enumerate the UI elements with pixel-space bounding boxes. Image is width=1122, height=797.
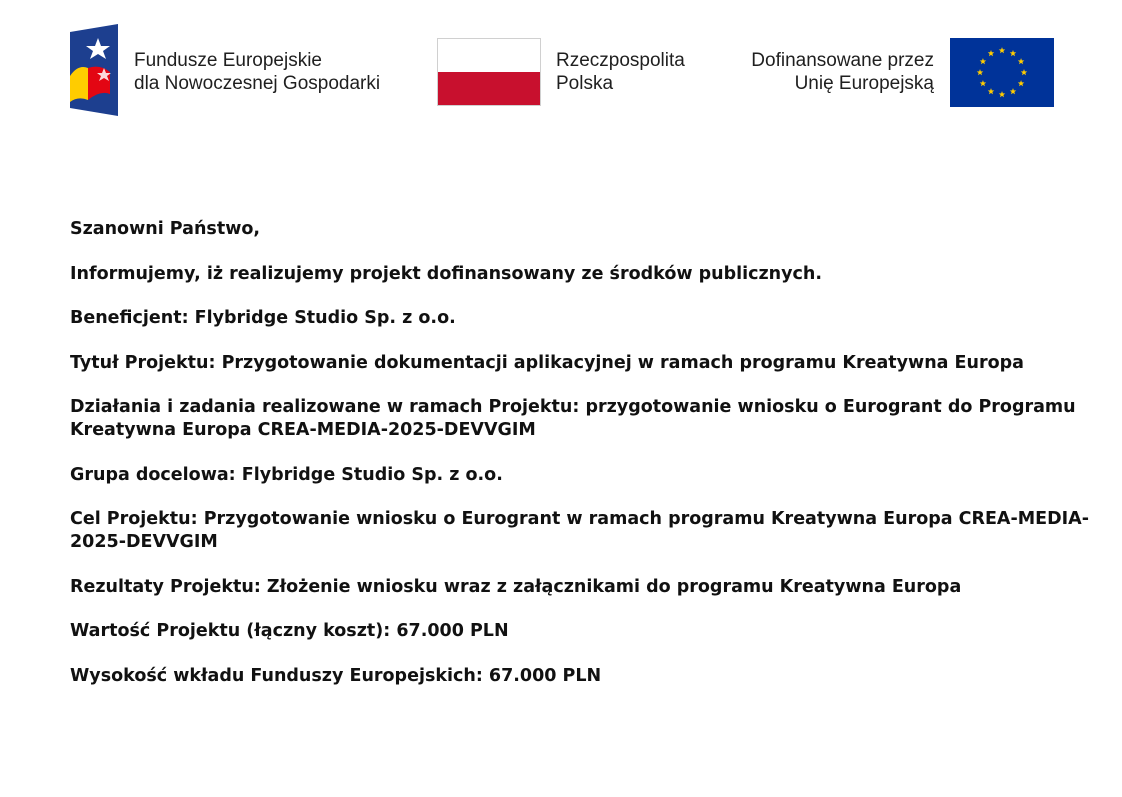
european-funds-emblem-icon	[70, 24, 120, 116]
republic-of-poland-logo	[437, 38, 707, 108]
polish-flag-icon	[437, 38, 541, 106]
intro-line: Informujemy, iż realizujemy projekt dofinansowany ze środków publicznych.	[70, 263, 823, 284]
eu-wordmark	[751, 49, 934, 95]
target-group-line: Grupa docelowa: Flybridge Studio Sp. z o.o.	[70, 464, 503, 485]
european-funds-logo	[70, 24, 400, 116]
project-title-line: Tytuł Projektu: Przygotowanie dokumentacji aplikacyjnej w ramach programu Kreatywna Europa	[70, 352, 1024, 373]
funds-line-1: Fundusze Europejskie	[134, 50, 322, 71]
eu-line-1: Dofinansowane przez	[751, 50, 934, 71]
project-results-line: Rezultaty Projektu: Złożenie wniosku wraz z załącznikami do programu Kreatywna Europa	[70, 576, 962, 597]
poland-wordmark	[556, 49, 685, 95]
poland-line-2: Polska	[556, 73, 614, 94]
greeting: Szanowni Państwo,	[70, 219, 261, 239]
announcement-text	[70, 218, 1100, 709]
poland-line-1: Rzeczpospolita	[556, 50, 685, 71]
project-goal-line: Cel Projektu: Przygotowanie wniosku o Eurogrant w ramach programu Kreatywna Europa CREA-MEDIA-2025-DEVVGIM	[70, 509, 1089, 552]
eu-line-2: Unię Europejską	[794, 73, 934, 94]
logo-bar	[0, 0, 1122, 140]
eu-cofunded-logo	[730, 38, 1054, 108]
eu-contribution-line: Wysokość wkładu Funduszy Europejskich: 67.000 PLN	[70, 665, 602, 686]
project-actions-line: Działania i zadania realizowane w ramach Projektu: przygotowanie wniosku o Eurogrant do Programu Kreatywna Europa CREA-MEDIA-2025-DEVVGIM	[70, 397, 1076, 440]
european-funds-wordmark	[134, 49, 380, 95]
eu-flag-icon	[950, 38, 1054, 107]
beneficiary-line: Beneficjent: Flybridge Studio Sp. z o.o.	[70, 308, 456, 328]
funds-line-2: dla Nowoczesnej Gospodarki	[134, 73, 381, 94]
project-value-line: Wartość Projektu (łączny koszt): 67.000 PLN	[70, 621, 509, 641]
